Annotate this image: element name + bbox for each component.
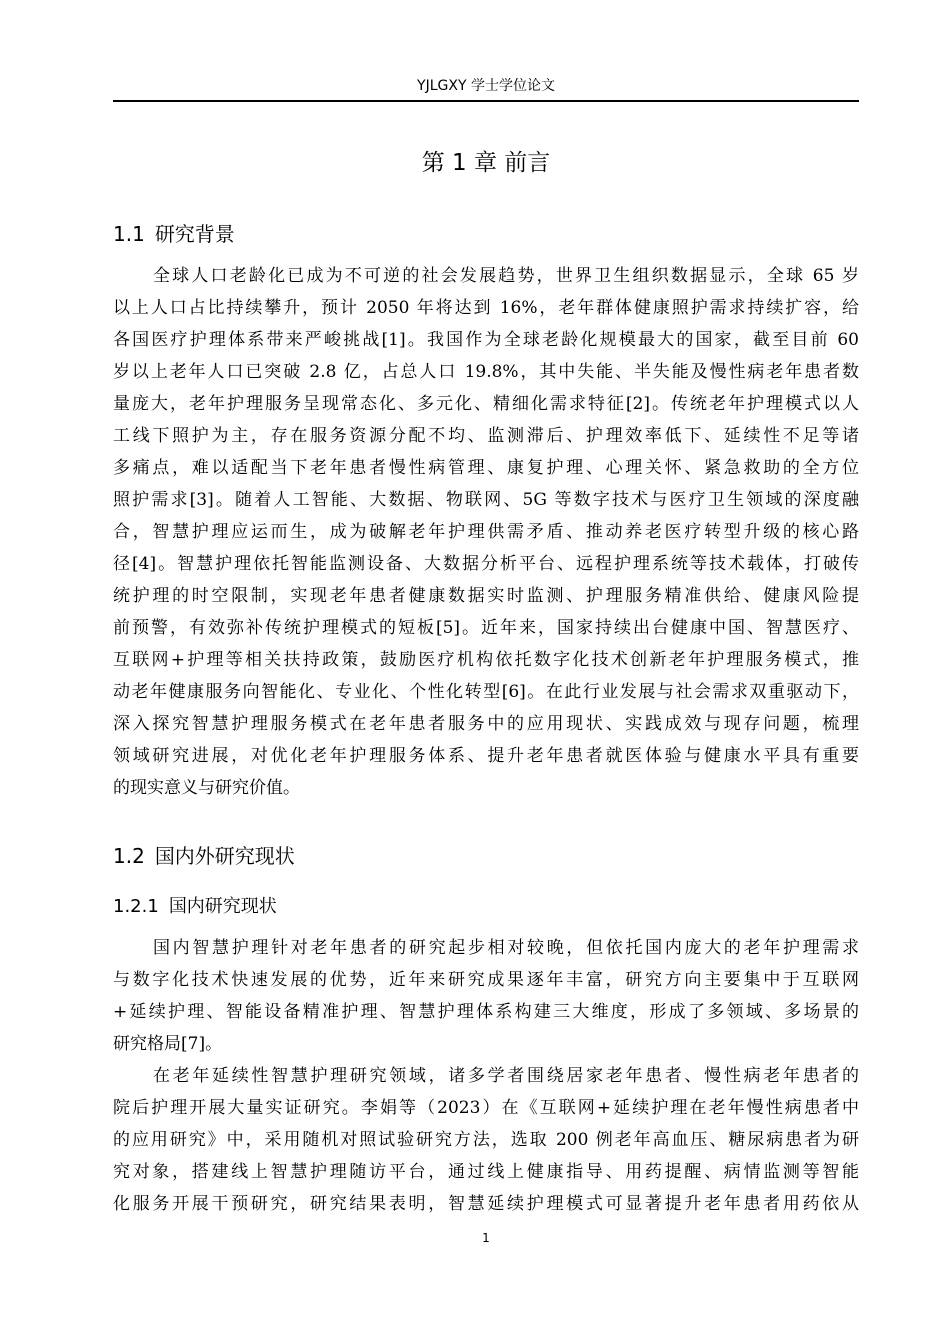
text-line: 化服务开展干预研究，研究结果表明，智慧延续护理模式可显著提升老年患者用药依从 <box>113 1194 859 1214</box>
text-line: 动老年健康服务向智能化、专业化、个性化转型[6]。在此行业发展与社会需求双重驱动下， <box>113 682 859 702</box>
text-line: 深入探究智慧护理服务模式在老年患者服务中的应用现状、实践成效与现存问题，梳理 <box>113 714 859 734</box>
running-header: YJLGXY 学士学位论文 <box>417 78 555 94</box>
text-line: 工线下照护为主，存在服务资源分配不均、监测滞后、护理效率低下、延续性不足等诸 <box>113 426 859 446</box>
text-line: 究对象，搭建线上智慧护理随访平台，通过线上健康指导、用药提醒、病情监测等智能 <box>113 1162 859 1182</box>
body-paragraph-domestic-2 <box>113 1060 859 1220</box>
text-line: 以上人口占比持续攀升，预计 2050 年将达到 16%，老年群体健康照护需求持续扩容，给 <box>113 298 859 318</box>
subsection-heading-1-2-1 <box>113 894 277 920</box>
text-line: 的应用研究》中，采用随机对照试验研究方法，选取 200 例老年高血压、糖尿病患者为研 <box>113 1130 859 1150</box>
section-heading-1-1 <box>113 220 235 248</box>
section-number: 1.2.1 <box>113 896 159 917</box>
text-line: 径[4]。智慧护理依托智能监测设备、大数据分析平台、远程护理系统等技术载体，打破传 <box>113 554 859 574</box>
text-line: 研究格局[7]。 <box>113 1034 223 1054</box>
text-line: 的现实意义与研究价值。 <box>113 778 300 798</box>
body-paragraph-domestic-1 <box>113 932 859 1060</box>
text-line: 院后护理开展大量实证研究。李娟等（2023）在《互联网+延续护理在老年慢性病患者中 <box>113 1098 859 1118</box>
text-line: 与数字化技术快速发展的优势，近年来研究成果逐年丰富，研究方向主要集中于互联网 <box>113 970 859 990</box>
section-heading-1-2 <box>113 842 295 870</box>
text-line: 岁以上老年人口已突破 2.8 亿，占总人口 19.8%，其中失能、半失能及慢性病老年患者数 <box>113 362 859 382</box>
section-number: 1.2 <box>113 844 145 868</box>
text-line: 多痛点，难以适配当下老年患者慢性病管理、康复护理、心理关怀、紧急救助的全方位 <box>113 458 859 478</box>
section-title: 国内外研究现状 <box>154 844 295 868</box>
text-line: 全球人口老龄化已成为不可逆的社会发展趋势，世界卫生组织数据显示，全球 65 岁 <box>153 266 859 286</box>
body-paragraph-research-background <box>113 260 859 804</box>
text-line: 在老年延续性智慧护理研究领域，诸多学者围绕居家老年患者、慢性病老年患者的 <box>153 1066 859 1086</box>
chapter-title: 第 1 章 前言 <box>421 150 551 176</box>
section-title: 国内研究现状 <box>168 896 277 917</box>
text-line: 领域研究进展，对优化老年护理服务体系、提升老年患者就医体验与健康水平具有重要 <box>113 746 859 766</box>
text-line: +延续护理、智能设备精准护理、智慧护理体系构建三大维度，形成了多领域、多场景的 <box>113 1002 859 1022</box>
text-line: 各国医疗护理体系带来严峻挑战[1]。我国作为全球老龄化规模最大的国家，截至目前 60 <box>113 330 859 350</box>
header-rule <box>113 100 859 102</box>
text-line: 前预警，有效弥补传统护理模式的短板[5]。近年来，国家持续出台健康中国、智慧医疗、 <box>113 618 859 638</box>
section-title: 研究背景 <box>154 222 235 246</box>
text-line: 量庞大，老年护理服务呈现常态化、多元化、精细化需求特征[2]。传统老年护理模式以人 <box>113 394 859 414</box>
text-line: 统护理的时空限制，实现老年患者健康数据实时监测、护理服务精准供给、健康风险提 <box>113 586 859 606</box>
section-number: 1.1 <box>113 222 145 246</box>
text-line: 照护需求[3]。随着人工智能、大数据、物联网、5G 等数字技术与医疗卫生领域的深度融 <box>113 490 859 510</box>
page-number: 1 <box>482 1231 490 1245</box>
text-line: 互联网+护理等相关扶持政策，鼓励医疗机构依托数字化技术创新老年护理服务模式，推 <box>113 650 859 670</box>
text-line: 国内智慧护理针对老年患者的研究起步相对较晚，但依托国内庞大的老年护理需求 <box>153 938 859 958</box>
text-line: 合，智慧护理应运而生，成为破解老年护理供需矛盾、推动养老医疗转型升级的核心路 <box>113 522 859 542</box>
